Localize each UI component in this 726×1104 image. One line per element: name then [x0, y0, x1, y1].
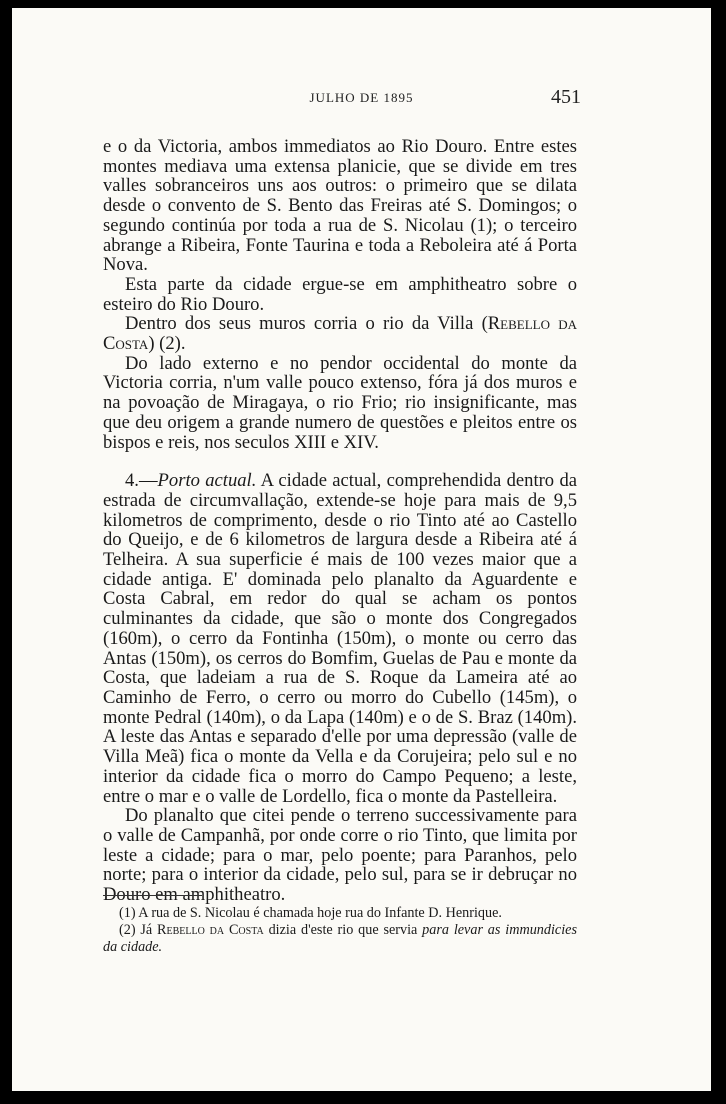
section-4-text: A cidade actual, comprehendida dentro da estrada de circumvallação, extende-se hoje para mais de 9,5 kilometros de comprimento, desde o rio Tinto até ao Castello do Queijo, e de 6 kilometros de largura desde a Ribeira até á Telheira. A sua superficie é mais de 100 vezes maior que a cidade antiga. E' dominada pelo planalto da Aguardente e Costa Cabral, em redor do qual se acham os pontos culminantes da cidade, que são o monte dos Congregados (160m), o cerro da Fontinha (150m), o monte ou cerro das Antas (150m), os cerros do Bomfim, Guelas de Pau e monte da Costa, que ladeiam a rua de S. Roque da Lameira até ao Caminho de Ferro, o cerro ou morro do Cubello (145m), o monte Pedral (140m), o da Lapa (140m) e o de S. Braz (140m). A leste das Antas e separado d'elle por uma depressão (valle de Villa Meã) fica o monte da Vella e da Corujeira; pelo sul e no interior da cidade fica o morro do Campo Pequeno; a leste, entre o mar e o valle de Lordello, fica o monte da Pastelleira. [103, 470, 577, 807]
book-page [12, 8, 711, 1091]
footnote-1: (1) A rua de S. Nicolau é chamada hoje rua do Infante D. Henrique. [119, 905, 502, 921]
author-reference: Rebello da Costa [103, 313, 577, 355]
footnote-quote: para levar as immundicies da cidade. [103, 922, 577, 955]
footnote-2-start: (2) Já [119, 922, 158, 938]
section-number: 4.— [125, 470, 158, 492]
paragraph-3-text: Dentro dos seus muros corria o rio da Villa ( [125, 313, 488, 335]
paragraph-3 [103, 314, 577, 353]
paragraph-2: Esta parte da cidade ergue-se em amphitheatro sobre o esteiro do Rio Douro. [103, 273, 577, 315]
footnote-2 [103, 922, 577, 956]
main-text [103, 137, 577, 905]
paragraph-4: Do lado externo e no pendor occidental do monte da Victoria corria, n'um valle pouco extenso, fóra já dos muros e na povoação de Miragaya, o rio Frio; rio insignificante, mas que deu origem a grande numero de questões e pleitos entre os bispos e reis, nos seculos XIII e XIV. [103, 352, 577, 453]
footnote-author: Rebello da Costa [157, 922, 264, 938]
paragraph-6: Do planalto que citei pende o terreno successivamente para o valle de Campanhã, por onde corre o rio Tinto, que limita por leste a cidade; para o mar, pelo poente; para Paranhos, pelo norte; para o interior da cidade, pelo sul, para se ir debruçar no Douro em amphitheatro. [103, 805, 577, 906]
page-number: 451 [551, 86, 581, 108]
section-4 [103, 471, 577, 806]
paragraph-1: e o da Victoria, ambos immediatos ao Rio Douro. Entre estes montes mediava uma extensa planicie, que se divide em tres valles sobranceiros uns aos outros: o primeiro que se dilata desde o convento de S. Bento das Freiras até S. Domingos; o segundo continúa por toda a rua de S. Nicolau (1); o terceiro abrange a Ribeira, Fonte Taurina e toda a Reboleira até á Porta Nova. [103, 136, 577, 276]
section-title: Porto actual. [157, 470, 257, 492]
running-title: JULHO DE 1895 [309, 90, 414, 105]
footnotes [103, 905, 577, 956]
footnote-rule [103, 895, 202, 896]
footnote-2-middle: dizia d'este rio que servia [263, 922, 423, 938]
paragraph-3-end: ) (2). [148, 333, 186, 355]
page-header [12, 86, 711, 116]
